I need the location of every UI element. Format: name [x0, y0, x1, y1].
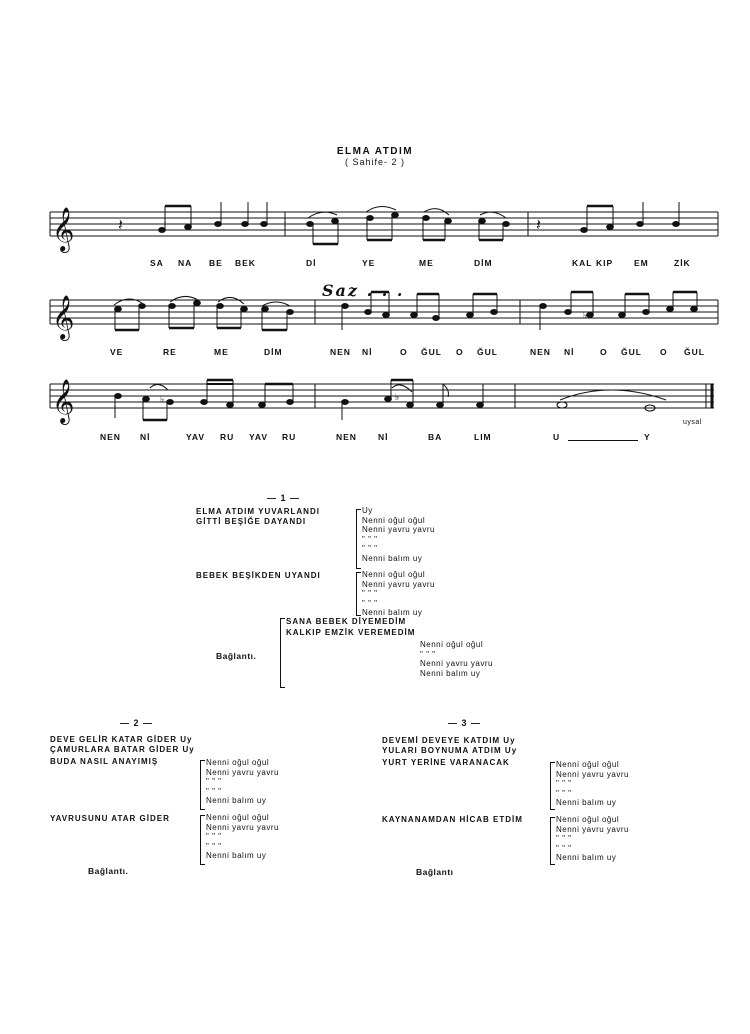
svg-text:𝄽: 𝄽 [118, 215, 123, 234]
refrain-line: Nenni balım uy [556, 853, 617, 863]
bracket [356, 509, 361, 569]
refrain-line: " " " [206, 841, 222, 851]
lyric-syllable: Nİ [378, 432, 389, 442]
lyric-syllable: RE [163, 347, 177, 357]
lyric-syllable: DİM [474, 258, 493, 268]
verse-line: BEBEK BEŞİKDEN UYANDI [196, 571, 321, 580]
refrain-line: " " " [556, 779, 572, 789]
staff-lines [50, 212, 718, 408]
refrain-block [206, 758, 279, 806]
lyric-syllable: RU [282, 432, 297, 442]
melisma-line [568, 440, 638, 441]
lyric-syllable: DİM [264, 347, 283, 357]
bracket [200, 815, 205, 865]
verse-line: ELMA ATDIM YUVARLANDI [196, 507, 320, 516]
refrain-block [362, 506, 435, 564]
verse-number: — 3 — [448, 718, 482, 728]
music-score [0, 0, 750, 460]
bracket [550, 817, 555, 865]
refrain-line: Nenni oğul oğul [556, 760, 620, 769]
verse-line: KAYNANAMDAN HİCAB ETDİM [382, 815, 523, 824]
lyric-syllable: KAL [572, 258, 593, 268]
lyric-syllable: ĞUL [421, 347, 442, 357]
lyric-syllable: O [600, 347, 608, 357]
lyric-syllable: O [400, 347, 408, 357]
lyric-syllable: Dİ [306, 258, 317, 268]
lyric-syllable: Nİ [362, 347, 373, 357]
lyric-syllable: ZİK [674, 258, 691, 268]
bracket [550, 762, 555, 810]
svg-text:𝄞: 𝄞 [52, 379, 75, 423]
refrain-line: Nenni oğul oğul [206, 758, 270, 767]
refrain-line: " " " [206, 786, 222, 796]
whole-notes [557, 402, 655, 411]
refrain-block [556, 815, 629, 863]
refrain-line: " " " [556, 834, 572, 844]
lyric-syllable: ĞUL [684, 347, 705, 357]
verse-line: BUDA NASIL ANAYIMIŞ [50, 757, 159, 766]
refrain-line: Nenni balım uy [556, 798, 617, 808]
refrain-line: Nenni yavru yavru [362, 579, 435, 589]
refrain-line: Uy [362, 506, 373, 515]
lyric-syllable: U [553, 432, 561, 442]
bracket [356, 572, 361, 616]
refrain-line: " " " [362, 598, 378, 608]
verse-line: ÇAMURLARA BATAR GİDER Uy [50, 745, 195, 754]
refrain-line: Nenni yavru yavru [206, 767, 279, 777]
refrain-line: " " " [206, 832, 222, 842]
bracket [280, 618, 285, 688]
verse-line: KALKIP EMZİK VEREMEDİM [286, 628, 416, 637]
lyric-syllable: ME [419, 258, 434, 268]
lyric-syllable: YE [362, 258, 376, 268]
lyric-syllable: ĞUL [621, 347, 642, 357]
refrain-line: " " " [362, 589, 378, 599]
refrain-block [556, 760, 629, 808]
refrain-line: Nenni balım uy [206, 796, 267, 806]
bar-lines [50, 212, 718, 408]
lyric-syllable: O [660, 347, 668, 357]
svg-text:♭: ♭ [160, 395, 165, 405]
lyric-syllable: NEN [336, 432, 357, 442]
lyric-syllable: YAV [249, 432, 269, 442]
refrain-line: Nenni yavru yavru [556, 824, 629, 834]
refrain-line: " " " [362, 544, 378, 554]
lyric-syllable: SA [150, 258, 164, 268]
treble-clef-icon [52, 207, 74, 425]
refrain-line: Nenni yavru yavru [556, 769, 629, 779]
lyric-syllable: LIM [474, 432, 492, 442]
lyric-syllable: BEK [235, 258, 256, 268]
svg-text:𝄽: 𝄽 [536, 215, 541, 234]
refrain-line: Nenni balım uy [362, 553, 423, 563]
svg-text:𝄞: 𝄞 [52, 295, 75, 339]
lyric-syllable: NA [178, 258, 193, 268]
svg-text:𝄞: 𝄞 [52, 207, 75, 251]
refrain-line: " " " [206, 777, 222, 787]
refrain-line: Nenni oğul oğul [420, 640, 484, 649]
refrain-line: Nenni oğul oğul [362, 570, 426, 579]
verse-line: DEVEMİ DEVEYE KATDIM Uy [382, 736, 516, 745]
lyric-syllable: RU [220, 432, 235, 442]
song-title: ELMA ATDIM [336, 146, 414, 157]
staff1-notes [159, 202, 680, 244]
refrain-line: Nenni balım uy [206, 851, 267, 861]
lyric-syllable: Nİ [140, 432, 151, 442]
signature: uysal [683, 419, 702, 426]
refrain-line: Nenni balım uy [362, 608, 423, 618]
refrain-line: " " " [556, 788, 572, 798]
lyric-syllable: EM [634, 258, 649, 268]
staff3-notes [115, 380, 484, 420]
verse-line: YAVRUSUNU ATAR GİDER [50, 814, 170, 823]
lyric-syllable: NEN [530, 347, 551, 357]
verse-line: YURT YERİNE VARANACAK [382, 758, 510, 767]
lyric-syllable: ĞUL [477, 347, 498, 357]
refrain-line: Nenni oğul oğul [362, 515, 426, 525]
page-subtitle: ( Sahife- 2 ) [344, 157, 406, 167]
refrain-line: " " " [556, 843, 572, 853]
lyric-syllable: KIP [596, 258, 614, 268]
refrain-block [362, 570, 435, 618]
lyric-syllable: YAV [186, 432, 206, 442]
bracket [200, 760, 205, 810]
lyric-syllable: NEN [330, 347, 351, 357]
verse-number: — 2 — [120, 718, 154, 728]
refrain-line: Nenni oğul oğul [556, 815, 620, 824]
lyric-syllable: NEN [100, 432, 121, 442]
refrain-line: " " " [362, 534, 378, 544]
lyric-syllable: ME [214, 347, 229, 357]
refrain-line: Nenni balım uy [420, 668, 481, 678]
refrain-block [420, 640, 493, 678]
flat-icon [160, 311, 587, 405]
verse-number: — 1 — [267, 493, 301, 503]
saz-label: Saz . . . [322, 281, 405, 300]
lyric-syllable: O [456, 347, 464, 357]
verse-line: YULARI BOYNUMA ATDIM Uy [382, 746, 518, 755]
verse-line: DEVE GELİR KATAR GİDER Uy [50, 735, 193, 744]
lyric-syllable: Y [644, 432, 651, 442]
refrain-line: Nenni yavru yavru [206, 822, 279, 832]
verse-line: SANA BEBEK DİYEMEDİM [286, 617, 407, 626]
refrain-line: Nenni yavru yavru [420, 659, 493, 669]
baglanti-label: Bağlantı. [88, 866, 129, 876]
refrain-line: " " " [420, 649, 436, 659]
baglanti-label: Bağlantı [416, 867, 454, 877]
verse-line: GİTTİ BEŞİĞE DAYANDI [196, 517, 307, 526]
refrain-block [206, 813, 279, 861]
svg-text:♭: ♭ [395, 393, 400, 403]
baglanti-label: Bağlantı. [216, 651, 257, 661]
lyric-syllable: BE [209, 258, 223, 268]
svg-text:♭: ♭ [583, 311, 588, 321]
lyric-syllable: Nİ [564, 347, 575, 357]
refrain-line: Nenni yavru yavru [362, 525, 435, 535]
lyric-syllable: BA [428, 432, 443, 442]
refrain-line: Nenni oğul oğul [206, 813, 270, 822]
lyric-syllable: VE [110, 347, 124, 357]
